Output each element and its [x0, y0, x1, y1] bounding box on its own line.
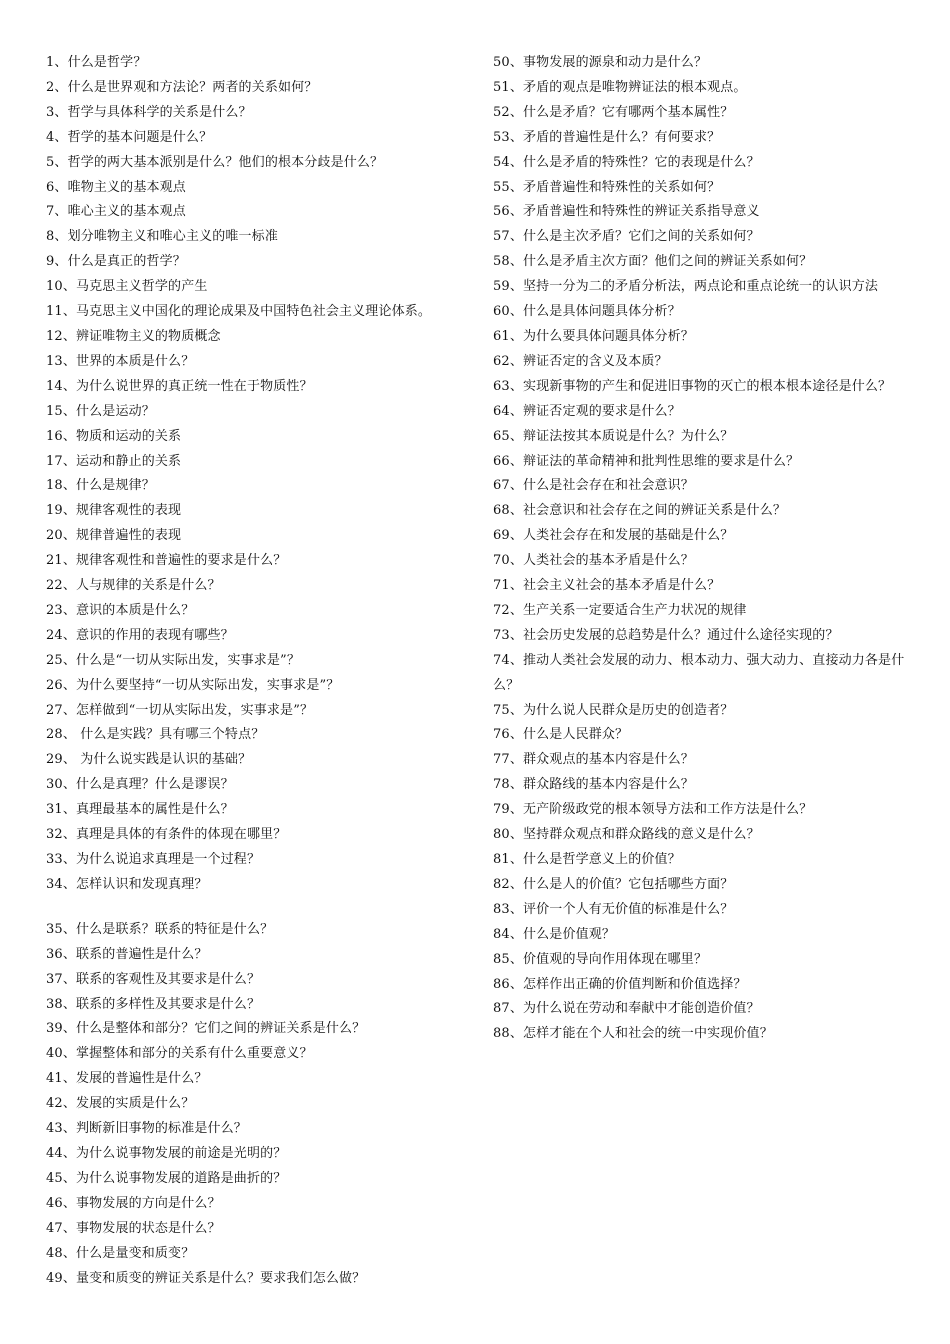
question-item: 15、什么是运动？ — [46, 403, 155, 419]
question-item: 64、辨证否定观的要求是什么？ — [493, 403, 681, 419]
question-item: 8、划分唯物主义和唯心主义的唯一标准 — [46, 229, 278, 245]
question-item: 86、怎样作出正确的价值判断和价值选择？ — [493, 976, 747, 992]
question-item: 44、为什么说事物发展的前途是光明的？ — [46, 1145, 287, 1161]
question-item: 42、发展的实质是什么？ — [46, 1096, 195, 1112]
question-item: 63、实现新事物的产生和促进旧事物的灭亡的根本根本途径是什么？ — [493, 378, 892, 394]
question-item: 7、唯心主义的基本观点 — [46, 204, 186, 220]
question-item: 50、事物发展的源泉和动力是什么？ — [493, 55, 708, 70]
question-item: 48、什么是量变和质变？ — [46, 1245, 195, 1261]
question-item: 55、矛盾普遍性和特殊性的关系如何？ — [493, 179, 721, 195]
question-item: 59、坚持一分为二的矛盾分析法，两点论和重点论统一的认识方法 — [493, 279, 879, 295]
question-item: 81、什么是哲学意义上的价值？ — [493, 852, 681, 867]
question-item: 80、坚持群众观点和群众路线的意义是什么？ — [493, 827, 760, 843]
question-item: 67、什么是社会存在和社会意识？ — [493, 478, 694, 494]
question-item: 38、联系的多样性及其要求是什么？ — [46, 996, 261, 1012]
question-item: 54、什么是矛盾的特殊性？它的表现是什么？ — [493, 154, 760, 170]
question-item: 10、马克思主义哲学的产生 — [46, 279, 208, 295]
question-item: 60、什么是具体问题具体分析？ — [493, 304, 681, 320]
question-item: 61、为什么要具体问题具体分析？ — [493, 328, 694, 344]
question-item: 66、辩证法的革命精神和批判性思维的要求是什么？ — [493, 453, 800, 469]
question-item: 21、规律客观性和普遍性的要求是什么？ — [46, 553, 287, 569]
question-item: 45、为什么说事物发展的道路是曲折的？ — [46, 1170, 287, 1186]
question-item: 19、规律客观性的表现 — [46, 503, 182, 519]
question-item: 41、发展的普遍性是什么？ — [46, 1071, 208, 1087]
left-column — [46, 51, 466, 1291]
question-item: 5、哲学的两大基本派别是什么？他们的根本分歧是什么？ — [46, 154, 384, 170]
question-item: 88、怎样才能在个人和社会的统一中实现价值？ — [493, 1026, 773, 1042]
question-item: 83、评价一个人有无价值的标准是什么？ — [493, 901, 734, 917]
question-item: 77、群众观点的基本内容是什么？ — [493, 752, 694, 768]
question-item: 82、什么是人的价值？它包括哪些方面？ — [493, 876, 734, 892]
question-item: 85、价值观的导向作用体现在哪里？ — [493, 951, 708, 967]
question-item: 40、掌握整体和部分的关系有什么重要意义？ — [46, 1046, 313, 1062]
question-item: 65、辩证法按其本质说是什么？为什么？ — [493, 428, 734, 444]
question-item: 33、为什么说追求真理是一个过程？ — [46, 852, 261, 867]
question-item: 43、判断新旧事物的标准是什么？ — [46, 1121, 247, 1137]
question-item: 4、哲学的基本问题是什么？ — [46, 129, 213, 145]
question-item: 25、什么是“一切从实际出发，实事求是”？ — [46, 652, 300, 668]
question-item: 53、矛盾的普遍性是什么？有何要求？ — [493, 129, 721, 145]
question-item: 14、为什么说世界的真正统一性在于物质性？ — [46, 378, 313, 394]
question-item: 87、为什么说在劳动和奉献中才能创造价值？ — [493, 1001, 760, 1017]
question-item: 12、辨证唯物主义的物质概念 — [46, 328, 221, 344]
question-item: 76、什么是人民群众？ — [493, 727, 629, 743]
question-item: 46、事物发展的方向是什么？ — [46, 1195, 221, 1211]
question-item: 26、为什么要坚持“一切从实际出发，实事求是”？ — [46, 677, 340, 693]
question-item: 71、社会主义社会的基本矛盾是什么？ — [493, 578, 721, 594]
question-item: 56、矛盾普遍性和特殊性的辨证关系指导意义 — [493, 204, 760, 220]
question-item: 18、什么是规律？ — [46, 478, 155, 494]
question-item: 28、 什么是实践？具有哪三个特点？ — [46, 727, 265, 743]
question-item: 22、人与规律的关系是什么？ — [46, 578, 221, 594]
question-item: 68、社会意识和社会存在之间的辨证关系是什么？ — [493, 503, 786, 519]
question-item: 57、什么是主次矛盾？它们之间的关系如何？ — [493, 229, 760, 245]
question-item: 52、什么是矛盾？它有哪两个基本属性？ — [493, 104, 734, 120]
question-item: 49、量变和质变的辨证关系是什么？要求我们怎么做？ — [46, 1270, 366, 1286]
question-item: 58、什么是矛盾主次方面？他们之间的辨证关系如何？ — [493, 254, 813, 270]
question-item: 62、辨证否定的含义及本质？ — [493, 353, 668, 369]
question-item: 30、什么是真理？什么是谬误？ — [46, 777, 234, 793]
question-item: 24、意识的作用的表现有哪些？ — [46, 627, 234, 643]
question-item: 31、真理最基本的属性是什么？ — [46, 802, 234, 818]
question-item: 11、马克思主义中国化的理论成果及中国特色社会主义理论体系。 — [46, 304, 432, 320]
question-item: 79、无产阶级政党的根本领导方法和工作方法是什么？ — [493, 802, 813, 818]
question-item: 36、联系的普遍性是什么？ — [46, 946, 208, 962]
question-item: 37、联系的客观性及其要求是什么？ — [46, 971, 261, 987]
question-item: 20、规律普遍性的表现 — [46, 528, 182, 544]
right-column — [493, 51, 911, 1047]
question-item: 74、推动人类社会发展的动力、根本动力、强大动力、直接动力各是什么？ — [493, 652, 905, 693]
question-item: 39、什么是整体和部分？它们之间的辨证关系是什么？ — [46, 1021, 366, 1037]
question-item: 73、社会历史发展的总趋势是什么？通过什么途径实现的？ — [493, 627, 839, 643]
question-item: 72、生产关系一定要适合生产力状况的规律 — [493, 602, 747, 618]
question-item: 16、物质和运动的关系 — [46, 428, 182, 444]
question-item: 78、群众路线的基本内容是什么？ — [493, 777, 694, 793]
question-item: 51、矛盾的观点是唯物辨证法的根本观点。 — [493, 79, 747, 95]
question-item: 75、为什么说人民群众是历史的创造者？ — [493, 702, 734, 718]
question-item: 70、人类社会的基本矛盾是什么？ — [493, 553, 694, 569]
question-item: 9、什么是真正的哲学？ — [46, 254, 186, 270]
question-item: 47、事物发展的状态是什么？ — [46, 1220, 221, 1236]
question-item: 3、哲学与具体科学的关系是什么？ — [46, 104, 252, 120]
question-item: 35、什么是联系？联系的特征是什么？ — [46, 921, 274, 937]
question-item: 2、什么是世界观和方法论？两者的关系如何？ — [46, 79, 318, 95]
question-item: 29、 为什么说实践是认识的基础？ — [46, 752, 252, 768]
question-item: 13、世界的本质是什么？ — [46, 353, 195, 369]
question-item: 32、真理是具体的有条件的体现在哪里？ — [46, 827, 287, 843]
question-item: 6、唯物主义的基本观点 — [46, 179, 186, 195]
question-item: 27、怎样做到“一切从实际出发，实事求是”？ — [46, 702, 314, 718]
section-gap — [46, 898, 466, 918]
question-item: 34、怎样认识和发现真理？ — [46, 876, 208, 892]
question-item: 84、什么是价值观？ — [493, 926, 616, 942]
question-item: 1、什么是哲学？ — [46, 55, 147, 70]
question-item: 23、意识的本质是什么？ — [46, 602, 195, 618]
question-item: 17、运动和静止的关系 — [46, 453, 182, 469]
question-item: 69、人类社会存在和发展的基础是什么？ — [493, 528, 734, 544]
